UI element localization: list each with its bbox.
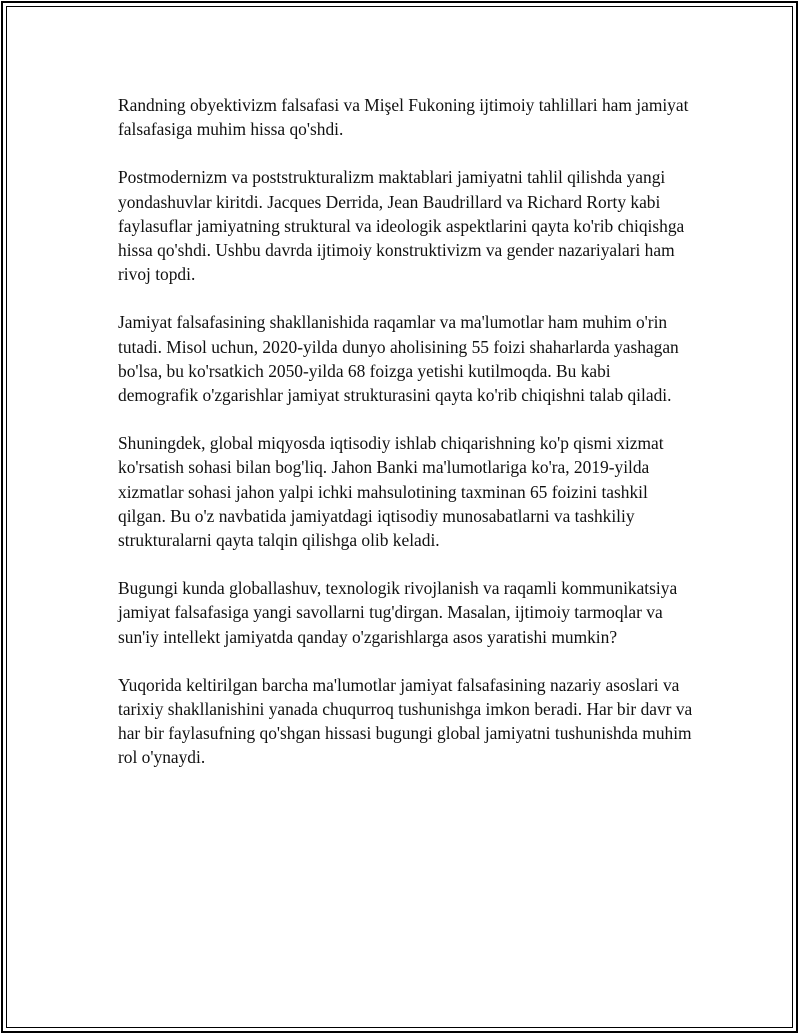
paragraph-5: Bugungi kunda globallashuv, texnologik rivojlanish va raqamli kommunikatsiya jamiyat falsafasiga yangi savollarni tug'dirgan. Masalan, ijtimoiy tarmoqlar va sun'iy intellekt jamiyatda qanday o'zgarishlarga asos yaratishi mumkin? [118,578,678,647]
paragraph-3: Jamiyat falsafasining shakllanishida raqamlar va ma'lumotlar ham muhim o'rin tutadi. Misol uchun, 2020-yilda dunyo aholisining 55 foizi shaharlarda yashagan bo'lsa, bu ko'rsatkich 2050-yilda 68 foizga yetishi kutilmoqda. Bu kabi demografik o'zgarishlar jamiyat strukturasini qayta ko'rib chiqishni talab qiladi. [118,312,679,406]
paragraph-6: Yuqorida keltirilgan barcha ma'lumotlar jamiyat falsafasining nazariy asoslari va tarixiy shakllanishini yanada chuqurroq tushunishga imkon beradi. Har bir davr va har bir faylasufning qo'shgan hissasi bugungi global jamiyatni tushunishda muhim rol o'ynaydi. [118,674,693,768]
paragraph-1: Randning obyektivizm falsafasi va Mişel Fukoning ijtimoiy tahlillari ham jamiyat falsafasiga muhim hissa qo'shdi. [118,95,689,140]
document-body [118,93,693,794]
paragraph-4: Shuningdek, global miqyosda iqtisodiy ishlab chiqarishning ko'p qismi xizmat ko'rsatish sohasi bilan bog'liq. Jahon Banki ma'lumotlariga ko'ra, 2019-yilda xizmatlar sohasi jahon yalpi ichki mahsulotining taxminan 65 foizini tashkil qilgan. Bu o'z navbatida jamiyatdagi iqtisodiy munosabatlarni va tashkiliy strukturalarni qayta talqin qilishga olib keladi. [118,433,664,551]
paragraph-2: Postmodernizm va poststrukturalizm maktablari jamiyatni tahlil qilishda yangi yondashuvlar kiritdi. Jacques Derrida, Jean Baudrillard va Richard Rorty kabi faylasuflar jamiyatning struktural va ideologik aspektlarini qayta ko'rib chiqishga hissa qo'shdi. Ushbu davrda ijtimoiy konstruktivizm va gender nazariyalari ham rivoj topdi. [118,167,685,285]
